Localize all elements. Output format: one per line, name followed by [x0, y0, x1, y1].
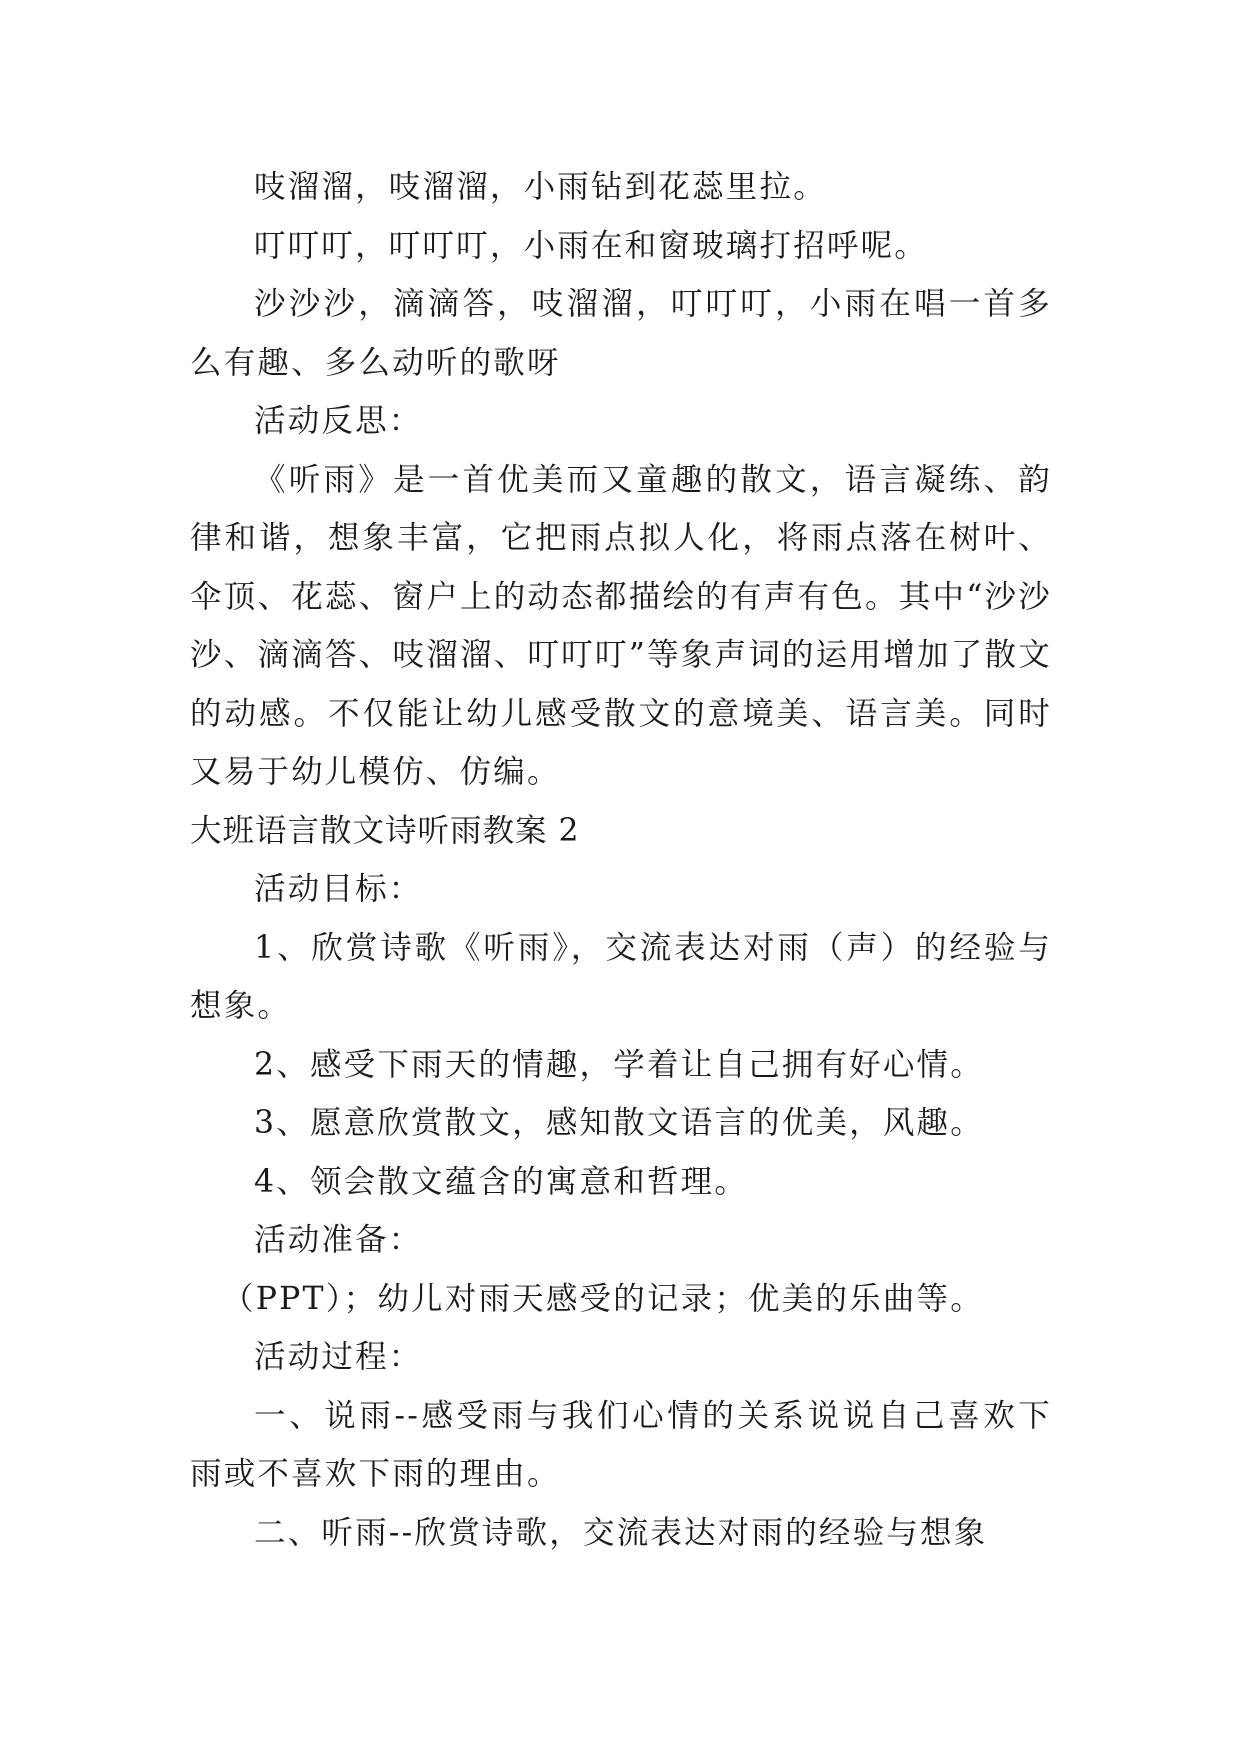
reflection-paragraph: 《听雨》是一首优美而又童趣的散文，语言凝练、韵律和谐，想象丰富，它把雨点拟人化，将雨点落在树叶、伞顶、花蕊、窗户上的动态都描绘的有声有色。其中“沙沙沙、滴滴答、吱溜溜、叮叮叮”等象声词的运用增加了散文的动感。不仅能让幼儿感受散文的意境美、语言美。同时又易于幼儿模仿、仿编。 — [190, 461, 1052, 790]
preparation-heading: 活动准备： — [254, 1222, 423, 1258]
section-title: 大班语言散文诗听雨教案 2 — [190, 812, 580, 849]
paragraph: 沙沙沙，滴滴答，吱溜溜，叮叮叮，小雨在唱一首多么有趣、多么动听的歌呀 — [190, 286, 1052, 381]
process-heading: 活动过程： — [254, 1339, 423, 1375]
process-step: 一、说雨--感受雨与我们心情的关系说说自己喜欢下雨或不喜欢下雨的理由。 — [190, 1397, 1052, 1492]
document-body — [190, 158, 1052, 1562]
goals-heading: 活动目标： — [254, 871, 423, 907]
goal-item: 2、感受下雨天的情趣，学着让自己拥有好心情。 — [254, 1046, 984, 1083]
preparation-line: （PPT）；幼儿对雨天感受的记录；优美的乐曲等。 — [222, 1280, 984, 1317]
goal-item: 1、欣赏诗歌《听雨》，交流表达对雨（声）的经验与想象。 — [190, 929, 1052, 1024]
process-step: 二、听雨--欣赏诗歌，交流表达对雨的经验与想象 — [254, 1514, 988, 1551]
paragraph: 叮叮叮，叮叮叮，小雨在和窗玻璃打招呼呢。 — [254, 227, 929, 264]
reflection-heading: 活动反思： — [254, 403, 423, 439]
goal-item: 4、领会散文蕴含的寓意和哲理。 — [254, 1163, 749, 1200]
paragraph: 吱溜溜，吱溜溜，小雨钻到花蕊里拉。 — [254, 169, 827, 205]
goal-item: 3、愿意欣赏散文，感知散文语言的优美，风趣。 — [254, 1105, 984, 1141]
